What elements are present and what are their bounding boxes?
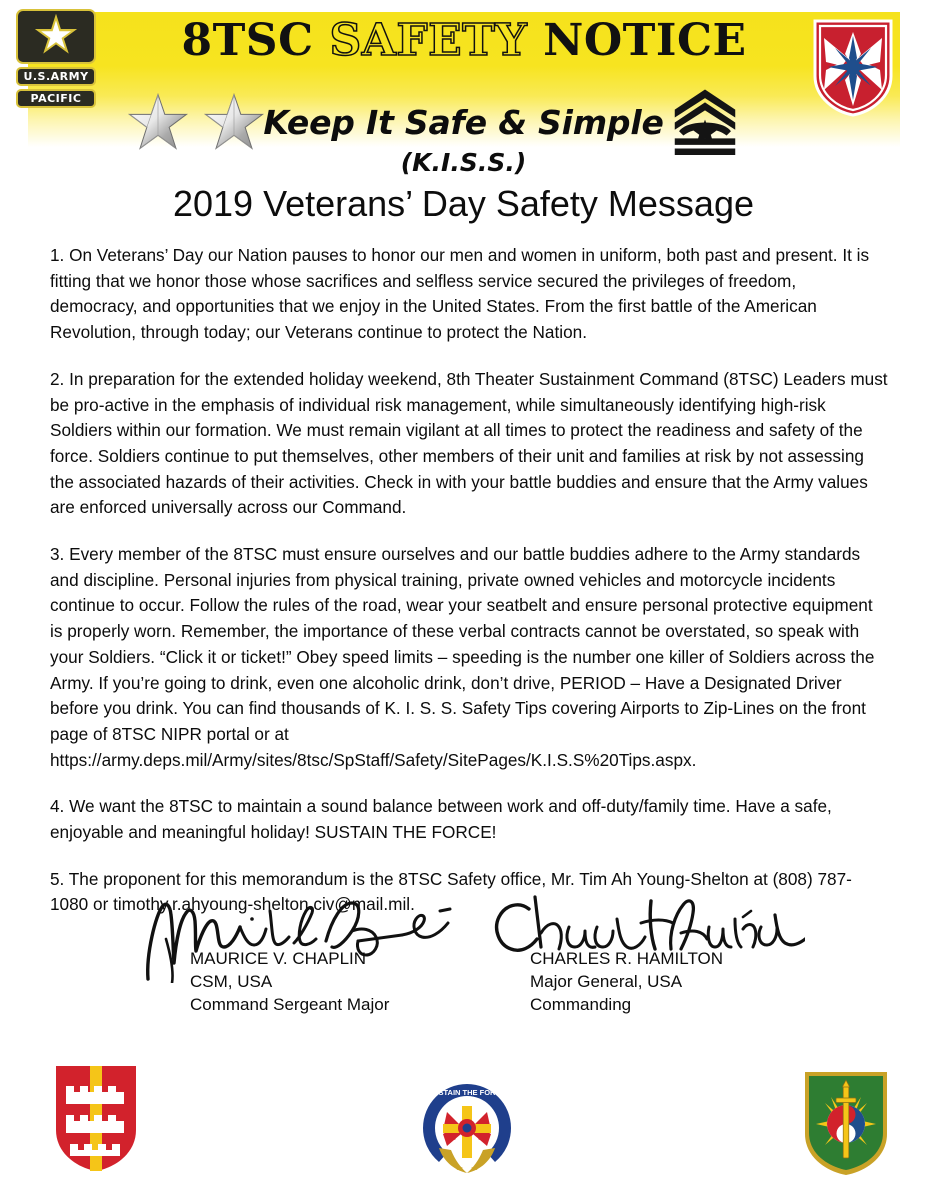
paragraph-2: 2. In preparation for the extended holiday weekend, 8th Theater Sustainment Command (8TSC) Leaders must be pro-active in the emphasis of individual risk management, while simultaneously identifying high-risk Soldiers within our formation. We must remain vigilant at all times to protect the readiness and safety of the force. Soldiers continue to put themselves, other members of their unit and families at risk by not assessing the associated hazards of their activities. Check in with your battle buddies and ensure that the Army values are enforced universally across our Command. <box>50 368 888 518</box>
signer-name-left: MAURICE V. CHAPLIN <box>190 949 367 968</box>
signer-name-right: CHARLES R. HAMILTON <box>530 949 724 968</box>
8th-military-police-brigade-patch-icon <box>800 1068 892 1178</box>
signer-rank-left: CSM, USA <box>190 972 273 991</box>
signer-title-left: Command Sergeant Major <box>190 995 390 1014</box>
paragraph-3: 3. Every member of the 8TSC must ensure ourselves and our battle buddies adhere to the Army standards and discipline. Personal injuries from physical training, private owned vehicles and motorcycle incidents continue to occur. Follow the rules of the road, wear your seatbelt and ensure personal protective equipment is properly worn. Remember, the importance of these verbal contracts cannot be overstated, so speak with your Soldiers. “Click it or ticket!” Obey speed limits – speeding is the number one killer of Soldiers across the Army. If you’re going to drink, even one alcoholic drink, don’t drive, PERIOD – Have a Designated Driver before you drink. You can find thousands of K. I. S. S. Safety Tips covering Airports to Zip-Lines on the front page of 8TSC NIPR portal or at https://army.deps.mil/Army/sites/8tsc/SpStaff/Safety/SitePages/K.I.S.S%20Tips.aspx. <box>50 544 875 770</box>
document-body <box>50 243 888 939</box>
kiss-slogan: Keep It Safe & Simple <box>263 103 664 142</box>
paragraph-5: 5. The proponent for this memorandum is the 8TSC Safety office, Mr. Tim Ah Young-Shelton at (808) 787-1080 or timothy.r.ahyoung-shelton.civ@mail.mil. <box>50 868 852 915</box>
sustain-the-force-motto: SUSTAIN THE FORCE <box>428 1088 506 1097</box>
army-logo-label-line1: U.S.ARMY <box>16 67 96 86</box>
us-army-pacific-logo <box>16 9 100 108</box>
130th-engineer-brigade-patch-icon <box>52 1062 140 1174</box>
signature-block-right <box>530 947 723 1016</box>
banner-title-part2: SAFETY <box>329 15 528 66</box>
signature-block-left <box>190 947 389 1016</box>
signer-rank-right: Major General, USA <box>530 972 683 991</box>
banner-title-part3: NOTICE <box>527 15 747 66</box>
army-logo-label-line2: PACIFIC <box>16 89 96 108</box>
paragraph-1: 1. On Veterans’ Day our Nation pauses to honor our men and women in uniform, both past and present. It is fitting that we honor those whose sacrifices and selfless service secured the privileges of freedom, democracy, and opportunities that we enjoy in the United States. From the first battle of the American Revolution, through today; our Veterans continue to protect the Nation. <box>50 245 870 343</box>
banner-title <box>28 12 900 66</box>
page-title: 2019 Veterans’ Day Safety Message <box>172 183 754 224</box>
paragraph-4: 4. We want the 8TSC to maintain a sound balance between work and off-duty/family time. Have a safe, enjoyable and meaningful holiday! SUSTAIN THE FORCE! <box>50 796 832 843</box>
signer-title-right: Commanding <box>530 995 632 1014</box>
sustain-the-force-crest-icon <box>417 1078 517 1178</box>
banner-title-part1: 8TSC <box>181 15 330 66</box>
kiss-abbreviation: (K.I.S.S.) <box>400 148 527 177</box>
army-star-icon <box>16 9 96 64</box>
